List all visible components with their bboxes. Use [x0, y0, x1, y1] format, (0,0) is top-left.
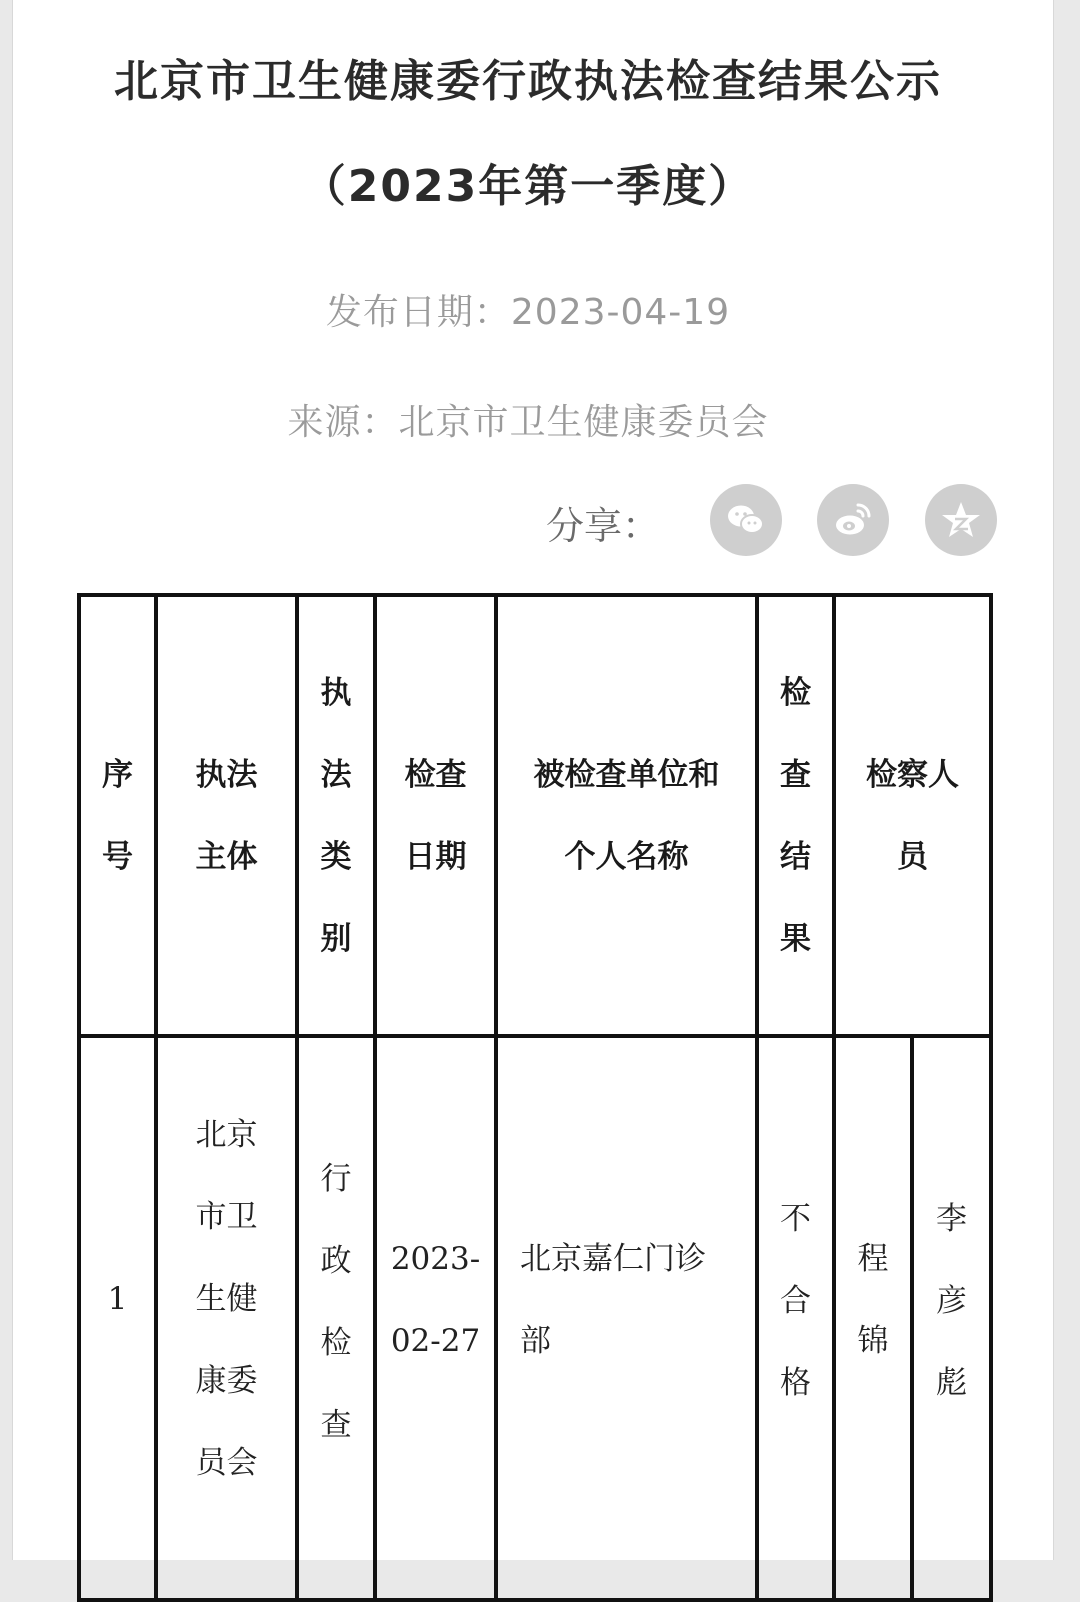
cell-subject: 北京 市卫 生健 康委 员会 [156, 1036, 297, 1600]
share-qzone-button[interactable] [925, 484, 997, 556]
header-entity: 被检查单位和 个人名称 [496, 595, 757, 1036]
publish-date: 发布日期：2023-04-19 [325, 292, 731, 333]
cell-category: 行 政 检 查 [297, 1036, 375, 1600]
weibo-icon [830, 497, 876, 543]
header-seq: 序 号 [79, 595, 156, 1036]
header-date: 检查 日期 [375, 595, 496, 1036]
share-wechat-button[interactable] [710, 484, 782, 556]
table-row [79, 1036, 991, 1600]
cell-inspector-1: 程 锦 [834, 1036, 912, 1600]
page-subtitle: （2023年第一季度） [301, 161, 755, 212]
cell-result: 不 合 格 [757, 1036, 834, 1600]
qzone-icon [938, 497, 984, 543]
source-line: 来源：北京市卫生健康委员会 [287, 402, 769, 443]
wechat-icon [723, 497, 769, 543]
cell-entity: 北京嘉仁门诊 部 [496, 1036, 757, 1600]
inspection-results-table [77, 593, 993, 1602]
share-label: 分享： [546, 504, 661, 548]
header-category: 执 法 类 别 [297, 595, 375, 1036]
cell-seq: 1 [79, 1036, 156, 1600]
page-title: 北京市卫生健康委行政执法检查结果公示 [114, 56, 942, 107]
header-result: 检 查 结 果 [757, 595, 834, 1036]
share-weibo-button[interactable] [817, 484, 889, 556]
header-subject: 执法 主体 [156, 595, 297, 1036]
cell-inspector-2: 李 彦 彪 [912, 1036, 991, 1600]
cell-date: 2023- 02-27 [375, 1036, 496, 1600]
header-inspectors: 检察人 员 [834, 595, 991, 1036]
table-header-row [79, 595, 991, 1036]
